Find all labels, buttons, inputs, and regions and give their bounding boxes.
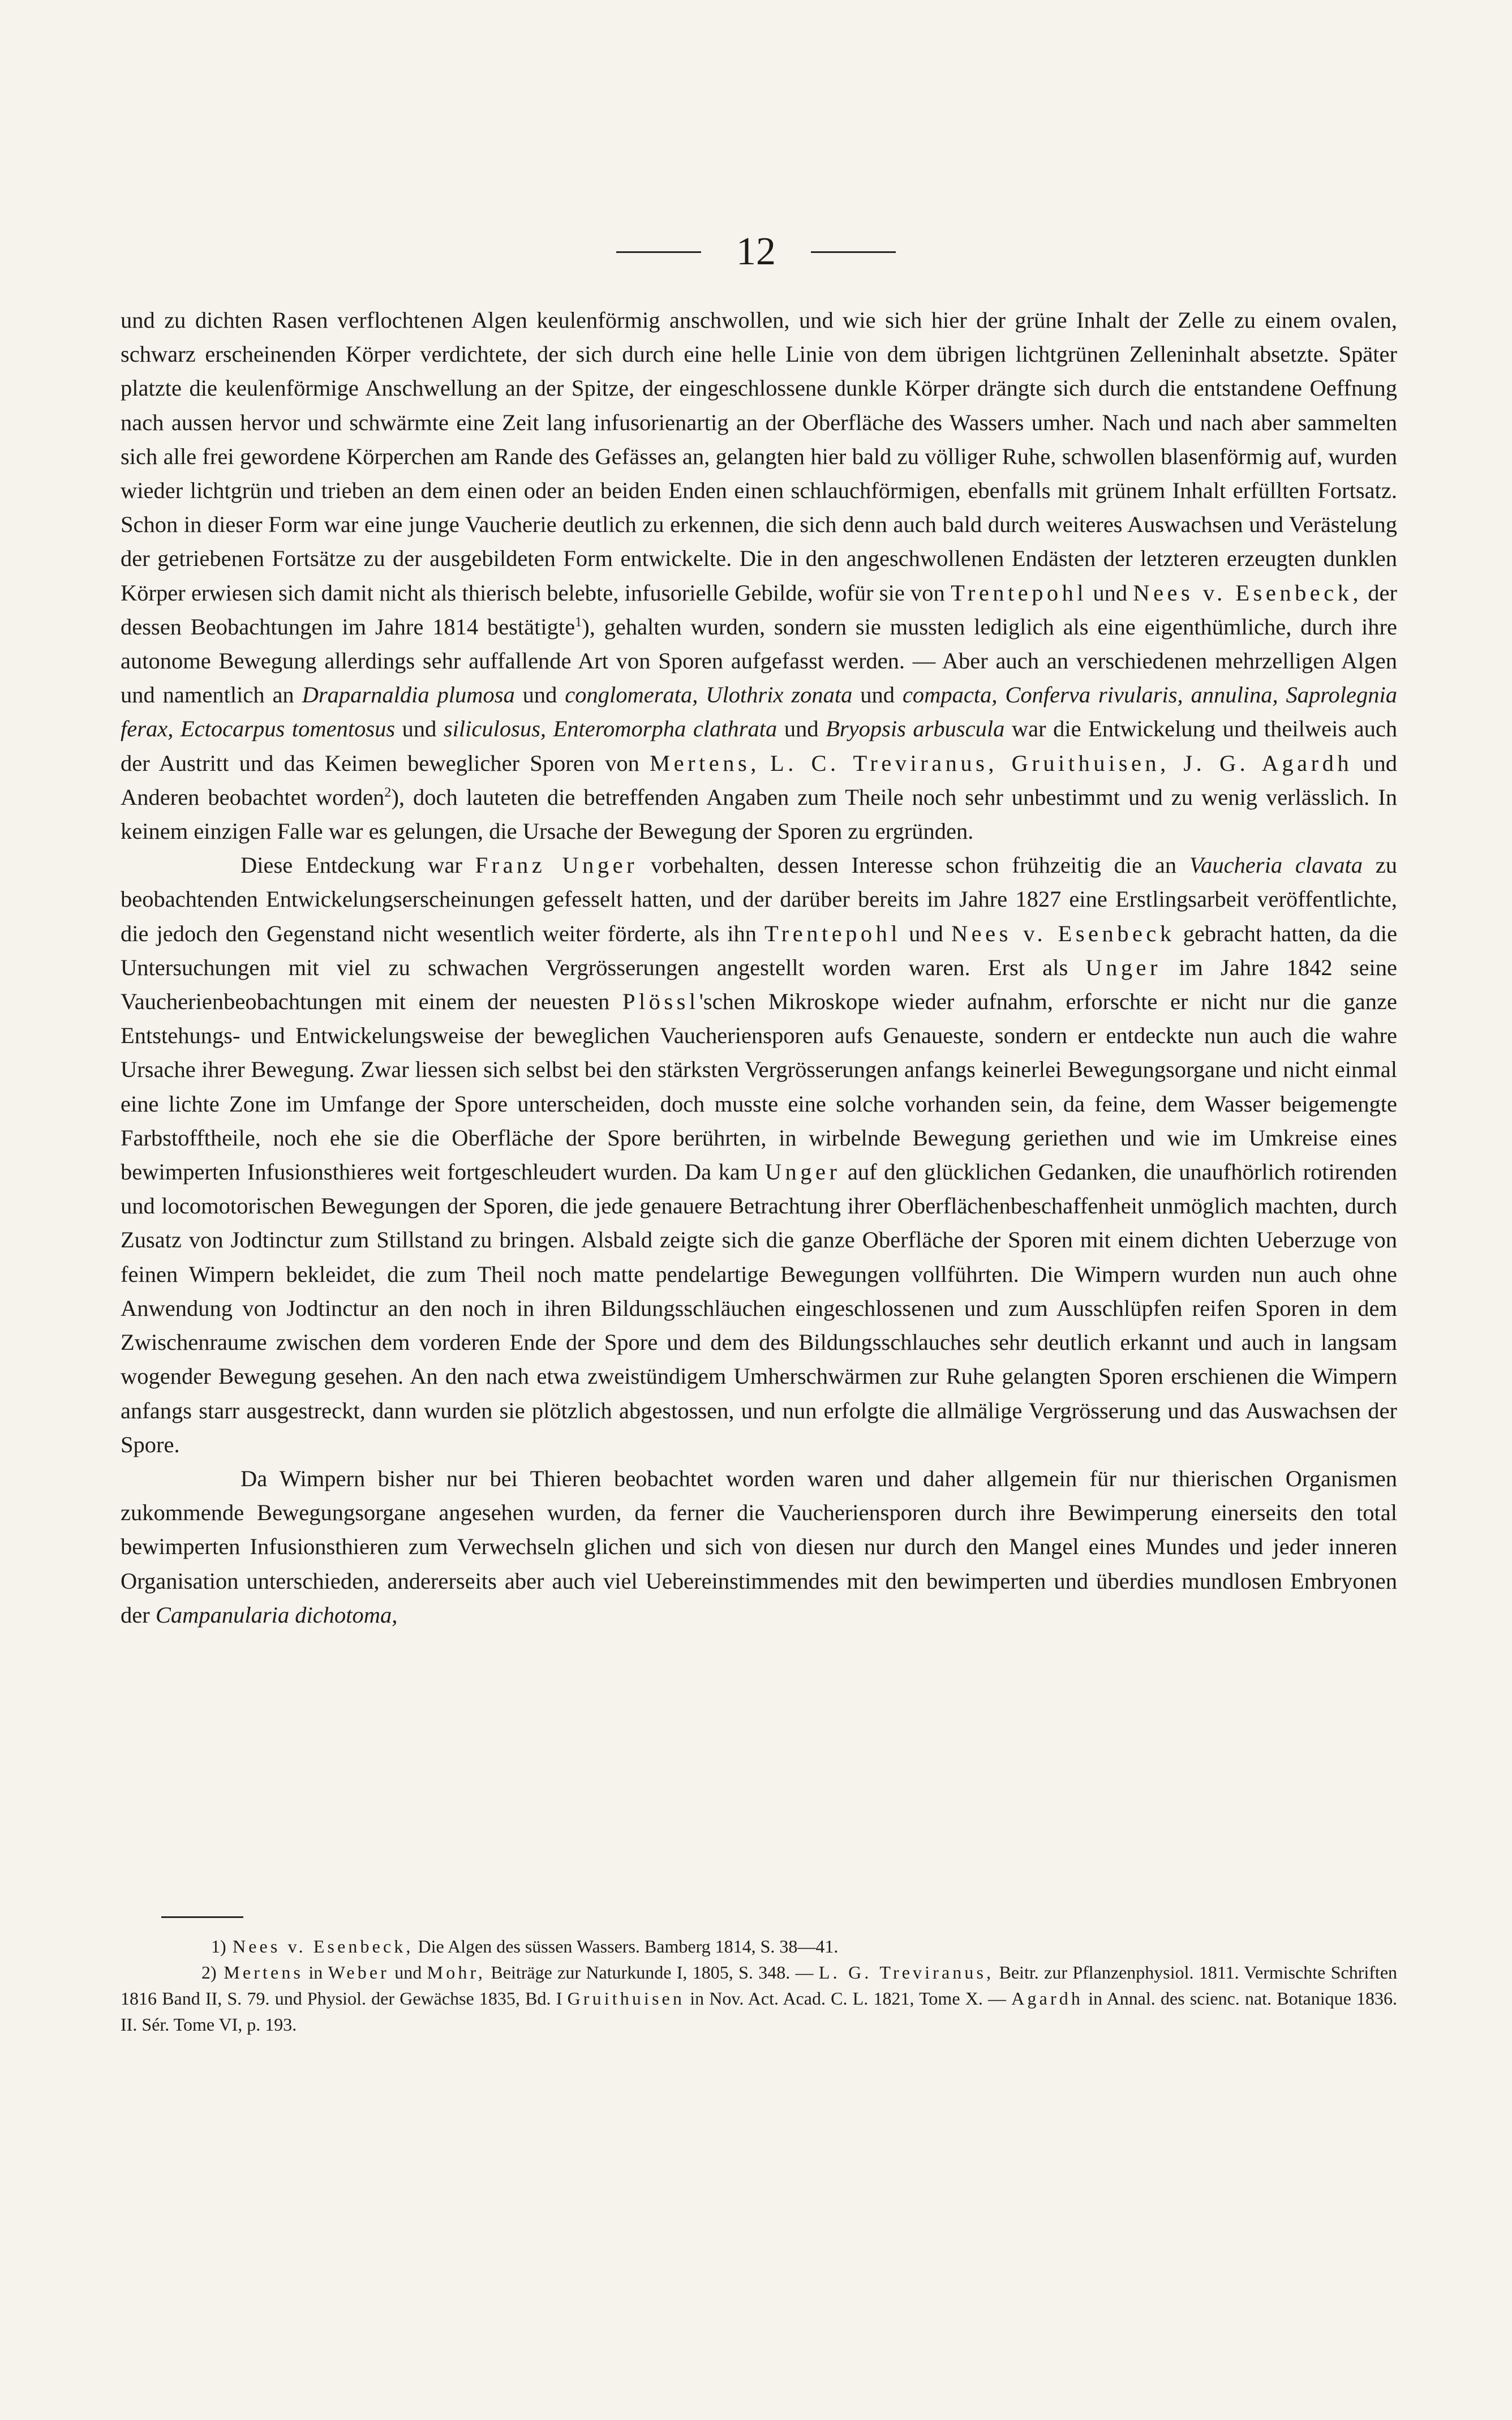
species-name: compacta,: [902, 682, 998, 708]
species-name: Bryopsis arbuscula: [826, 716, 1005, 742]
person-name: Unger: [764, 1159, 841, 1185]
species-name: Campanularia dichotoma,: [155, 1602, 398, 1628]
species-name: conglomerata,: [565, 682, 698, 708]
footnote-ref: 1: [575, 614, 582, 630]
person-name: Franz Unger: [475, 852, 638, 878]
footnote-rule: [161, 1916, 243, 1918]
page-number: 12: [736, 230, 776, 273]
person-name: Weber: [328, 1962, 389, 1983]
person-name: Mertens: [224, 1962, 304, 1983]
person-name: Mertens,: [650, 750, 760, 776]
species-name: Draparnaldia plumosa: [302, 682, 515, 708]
footnote-marker: 1): [211, 1936, 226, 1956]
main-text: [121, 303, 1397, 1632]
person-name: Unger: [1085, 954, 1161, 980]
footnote-ref: 2: [384, 784, 392, 800]
species-name: Vaucheria clavata: [1189, 852, 1363, 878]
paragraph-2: Diese Entdeckung war Franz Unger vorbehalten, dessen Interesse schon frühzeitig die an Vaucheria clavata zu beobachtenden Entwickelungserscheinungen gefesselt hatten, und der darüber bereits im Jahre 1827 eine Erstlingsarbeit veröffentlichte, die jedoch den Gegenstand nicht wesentlich weiter förderte, als ihn Trentepohl und Nees v. Esenbeck gebracht hatten, da die Untersuchungen mit viel zu schwachen Vergrösserungen angestellt worden waren. Erst als Unger im Jahre 1842 seine Vaucherienbeobachtungen mit einem der neuesten Plössl'schen Mikroskope wieder aufnahm, erforschte er nicht nur die ganze Entstehungs- und Entwickelungsweise der beweglichen Vaucheriensporen aufs Genaueste, sondern er entdeckte nun auch die wahre Ursache ihrer Bewegung. Zwar liessen sich selbst bei den stärksten Vergrösserungen anfangs keinerlei Bewegungsorgane und nicht einmal eine lichte Zone im Umfange der Spore unterscheiden, doch musste eine solche vorhanden sein, da feine, dem Wasser beigemengte Farbstofftheile, noch ehe sie die Oberfläche der Spore berührten, in wirbelnde Bewegung geriethen und wie im Umkreise eines bewimperten Infusionsthieres weit fortgeschleudert wurden. Da kam Unger auf den glücklichen Gedanken, die unaufhörlich rotirenden und locomotorischen Bewegungen der Sporen, die jede genauere Betrachtung ihrer Oberflächenbeschaffenheit unmöglich machten, durch Zusatz von Jodtinctur zum Stillstand zu bringen. Alsbald zeigte sich die ganze Oberfläche der Sporen mit einem dichten Ueberzuge von feinen Wimpern bekleidet, die zum Theil noch matte pendelartige Bewegungen vollführten. Die Wimpern wurden nun auch ohne Anwendung von Jodtinctur an den noch in ihren Bildungsschläuchen eingeschlossenen und zum Ausschlüpfen reifen Sporen in dem Zwischenraume zwischen dem vorderen Ende der Spore und dem des Bildungsschlauches sehr deutlich erkannt und auch in langsam wogender Bewegung gesehen. An den nach etwa zweistündigem Umherschwärmen zur Ruhe gelangten Sporen erschienen die Wimpern anfangs starr ausgestreckt, dann wurden sie plötzlich abgestossen, und nun erfolgte die allmälige Vergrösserung und das Auswachsen der Spore.: [121, 852, 1398, 1457]
person-name: Nees v. Esenbeck: [951, 920, 1175, 946]
page-header: [0, 224, 1512, 280]
person-name: Nees v. Esenbeck,: [1133, 580, 1363, 606]
person-name: Trentepohl: [951, 580, 1088, 606]
person-name: Gruithuisen: [567, 1988, 685, 2009]
species-name: Ulothrix zonata: [706, 682, 853, 708]
species-name: siliculosus, Enteromorpha clathrata: [443, 716, 778, 742]
footnote-1: 1) Nees v. Esenbeck, Die Algen des süssen Wassers. Bamberg 1814, S. 38—41.: [121, 1933, 1397, 1959]
header-rule-right: [811, 251, 896, 253]
person-name: L. G. Treviranus,: [818, 1962, 994, 1983]
species-name: Conferva rivularis, annulina, Saprolegnia ferax, Ectocarpus tomentosus: [121, 682, 1398, 742]
person-name: Agardh: [1011, 1988, 1083, 2009]
person-name: Trentepohl: [764, 920, 901, 946]
footnote-marker: 2): [201, 1962, 217, 1983]
footnotes: [121, 1933, 1397, 2037]
person-name: Mohr,: [427, 1962, 486, 1983]
paragraph-1: und zu dichten Rasen verflochtenen Algen keulenförmig anschwollen, und wie sich hier der grüne Inhalt der Zelle zu einem ovalen, schwarz erscheinenden Körper verdichtete, der sich durch eine helle Linie von dem übrigen lichtgrünen Zelleninhalt absetzte. Später platzte die keulenförmige Anschwellung an der Spitze, der eingeschlossene dunkle Körper drängte sich durch die entstandene Oeffnung nach aussen hervor und schwärmte eine Zeit lang infusorienartig an der Oberfläche des Wassers umher. Nach und nach aber sammelten sich alle frei gewordene Körperchen am Rande des Gefässes an, gelangten hier bald zu völliger Ruhe, schwollen blasenförmig auf, wurden wieder lichtgrün und trieben an dem einen oder an beiden Enden einen schlauchförmigen, ebenfalls mit grünem Inhalt erfüllten Fortsatz. Schon in dieser Form war eine junge Vaucherie deutlich zu erkennen, die sich denn auch bald durch weiteres Auswachsen und Verästelung der getriebenen Fortsätze zu der ausgebildeten Form entwickelte. Die in den angeschwollenen Endästen der letzteren erzeugten dunklen Körper erwiesen sich damit nicht als thierisch belebte, infusorielle Gebilde, wofür sie von Trentepohl und Nees v. Esenbeck, der dessen Beobachtungen im Jahre 1814 bestätigte$^1$), gehalten wurden, sondern sie mussten lediglich als eine eigenthümliche, durch ihre autonome Bewegung allerdings sehr auffallende Art von Sporen aufgefasst werden. — Aber auch an verschiedenen mehrzelligen Algen und namentlich an Draparnaldia plumosa und conglomerata, Ulothrix zonata und compacta, Conferva rivularis, annulina, Saprolegnia ferax, Ectocarpus tomentosus und siliculosus, Enteromorpha clathrata und Bryopsis arbuscula war die Entwickelung und theilweis auch der Austritt und das Keimen beweglicher Sporen von Mertens, L. C. Treviranus, Gruithuisen, J. G. Agardh und Anderen beobachtet worden$^2$), doch lauteten die betreffenden Angaben zum Theile noch sehr unbestimmt und zu wenig verlässlich. In keinem einzigen Falle war es gelungen, die Ursache der Bewegung der Sporen zu ergründen.: [121, 307, 1398, 844]
footnote-2: 2) Mertens in Weber und Mohr, Beiträge zur Naturkunde I, 1805, S. 348. — L. G. Treviranus, Beitr. zur Pflanzenphysiol. 1811. Vermischte Schriften 1816 Band II, S. 79. und Physiol. der Gewächse 1835, Bd. I Gruithuisen in Nov. Act. Acad. C. L. 1821, Tome X. — Agardh in Annal. des scienc. nat. Botanique 1836. II. Sér. Tome VI, p. 193.: [121, 1959, 1397, 2037]
header-rule-left: [616, 251, 701, 253]
person-name: Plössl: [622, 989, 699, 1015]
person-name: Nees v. Esenbeck,: [233, 1936, 414, 1956]
paragraph-3: Da Wimpern bisher nur bei Thieren beobachtet worden waren und daher allgemein für nur thierischen Organismen zukommende Bewegungsorgane angesehen wurden, da ferner die Vaucheriensporen durch ihre Bewimperung einerseits den total bewimperten Infusionsthieren zum Verwechseln glichen und sich von diesen nur durch den Mangel eines Mundes und jeder inneren Organisation unterschieden, andererseits aber auch viel Uebereinstimmendes mit den bewimperten und überdies mundlosen Embryonen der Campanularia dichotoma,: [121, 1465, 1397, 1628]
person-name: L. C. Treviranus, Gruithuisen, J. G. Agardh: [770, 750, 1353, 776]
